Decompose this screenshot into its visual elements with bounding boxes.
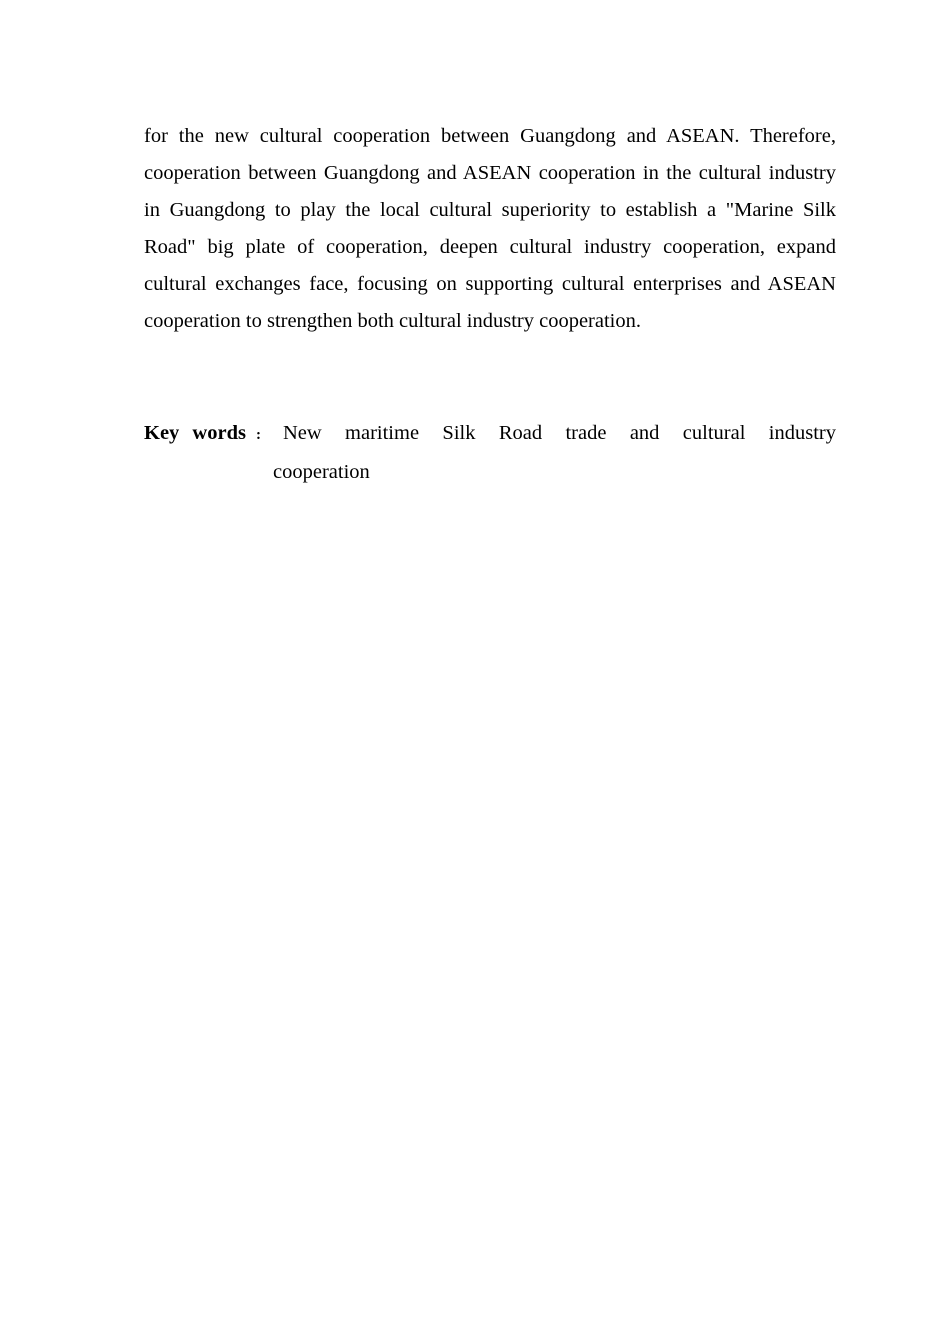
keywords-section (144, 415, 836, 491)
body-paragraph: for the new cultural cooperation between Guangdong and ASEAN. Therefore, cooperation between Guangdong and ASEAN cooperation in the cultural industry in Guangdong to play the local cultural superiority to establish a "Marine Silk Road" big plate of cooperation, deepen cultural industry cooperation, expand cultural exchanges face, focusing on supporting cultural enterprises and ASEAN cooperation to strengthen both cultural industry cooperation. (144, 125, 836, 332)
keywords-text-line-2: cooperation (273, 461, 370, 483)
keywords-colon: : (255, 427, 261, 443)
keywords-first-line (144, 415, 836, 454)
keywords-text-line-1: New maritime Silk Road trade and cultural industry (282, 422, 836, 444)
keywords-label: Key words (144, 422, 246, 444)
